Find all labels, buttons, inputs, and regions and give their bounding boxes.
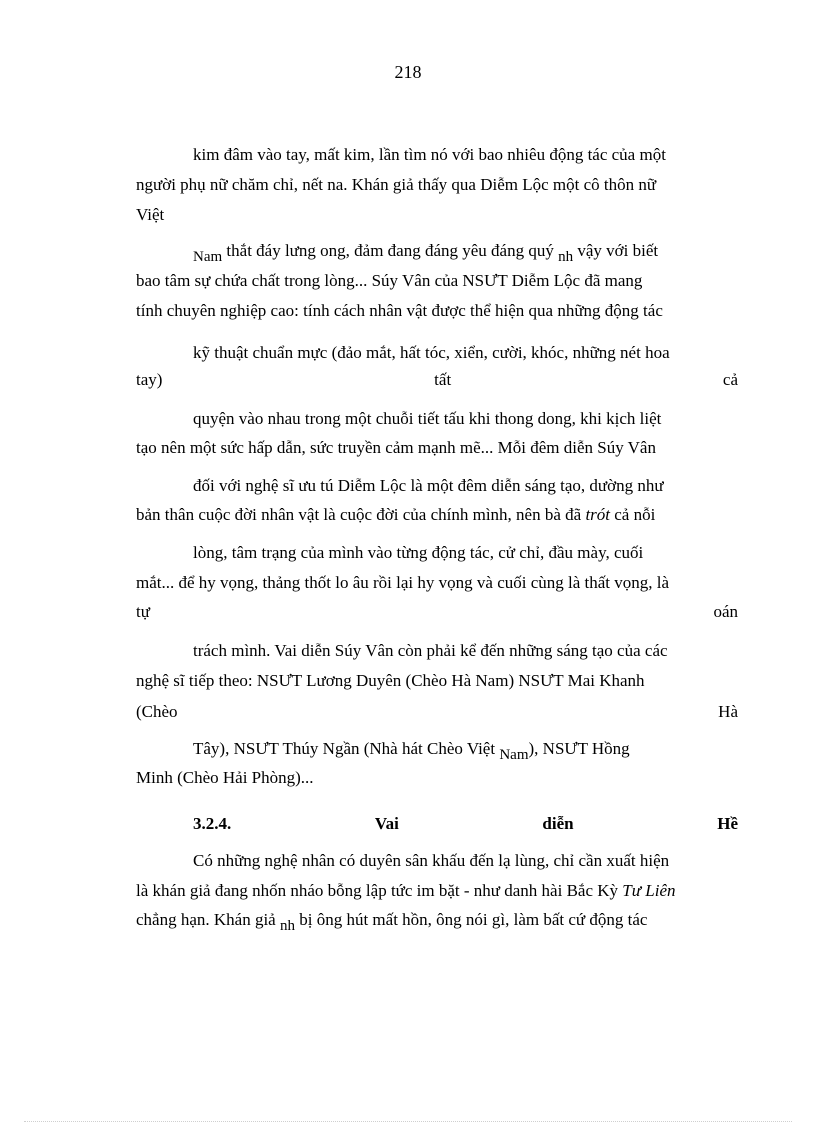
text-line [136, 909, 738, 932]
text-fragment: nh [279, 918, 295, 934]
heading-word: Vai [374, 814, 399, 833]
text-fragment: thắt đáy lưng ong, đảm đang đáng yêu đáng quý [222, 241, 559, 260]
text-line: tính chuyên nghiệp cao: tính cách nhân vật được thể hiện qua những động tác [136, 301, 663, 320]
heading-number: 3.2.4. [193, 814, 232, 833]
text-fragment: bị ông hút mất hồn, ông nói gì, làm bất cứ động tác [294, 910, 648, 929]
italic-text: Tư Liên [622, 881, 676, 900]
text-line: trách mình. Vai diễn Súy Vân còn phải kể đến những sáng tạo của các [193, 641, 668, 660]
text-fragment: bản thân cuộc đời nhân vật là cuộc đời của chính mình, nên bà đã [136, 505, 586, 524]
text-fragment: Nam [499, 747, 529, 763]
text-word: cả [722, 370, 738, 389]
text-line: lòng, tâm trạng của mình vào từng động tác, cử chỉ, đầu mày, cuối [193, 543, 644, 562]
text-line-justified [136, 701, 738, 723]
text-fragment: vậy với biết [573, 241, 659, 260]
text-word: (Chèo [136, 702, 178, 721]
heading-word: diễn [542, 814, 574, 833]
text-line: nghệ sĩ tiếp theo: NSƯT Lương Duyên (Chèo Hà Nam) NSƯT Mai Khanh [136, 671, 645, 690]
section-heading [193, 813, 738, 835]
text-line: bao tâm sự chứa chất trong lòng... Súy Vân của NSƯT Diễm Lộc đã mang [136, 271, 643, 290]
text-fragment: Nam [193, 249, 223, 265]
text-fragment: ), NSƯT Hồng [528, 739, 630, 758]
text-line: Minh (Chèo Hải Phòng)... [136, 768, 314, 787]
text-line: mắt... để hy vọng, thảng thốt lo âu rồi lại hy vọng và cuối cùng là thất vọng, là [136, 573, 670, 592]
text-line-justified [136, 601, 738, 623]
text-line: kim đâm vào tay, mất kim, lần tìm nó với bao nhiêu động tác của một [193, 145, 666, 164]
text-fragment: cả nỗi [610, 505, 656, 524]
text-fragment: là khán giả đang nhốn nháo bỗng lập tức im bặt - như danh hài Bắc Kỳ [136, 881, 623, 900]
text-line [193, 240, 738, 263]
page-bottom-border [24, 1121, 792, 1122]
text-line: Có những nghệ nhân có duyên sân khấu đến lạ lùng, chỉ cần xuất hiện [193, 851, 670, 870]
text-word: tự [136, 602, 150, 621]
text-fragment: nh [558, 249, 574, 265]
italic-text: trót [585, 505, 611, 524]
heading-word: Hề [717, 814, 738, 833]
text-line: đối với nghệ sĩ ưu tú Diễm Lộc là một đêm diễn sáng tạo, dường như [193, 476, 664, 495]
text-word: oán [713, 602, 738, 621]
text-fragment: chẳng hạn. Khán giả [136, 910, 280, 929]
text-word: tất [434, 370, 452, 389]
text-word: tay) [136, 370, 163, 389]
text-fragment: Tây), NSƯT Thúy Ngần (Nhà hát Chèo Việt [193, 739, 500, 758]
page-number: 218 [394, 62, 422, 82]
text-line: tạo nên một sức hấp dẫn, sức truyền cảm mạnh mẽ... Mỗi đêm diễn Súy Vân [136, 438, 656, 457]
text-line: quyện vào nhau trong một chuỗi tiết tấu khi thong dong, khi kịch liệt [193, 409, 662, 428]
text-line: kỹ thuật chuẩn mực (đảo mắt, hất tóc, xiển, cười, khóc, những nét hoa [193, 343, 670, 362]
text-line-justified [136, 369, 738, 391]
text-line: người phụ nữ chăm chỉ, nết na. Khán giả thấy qua Diễm Lộc một cô thôn nữ [136, 175, 657, 194]
text-word: Hà [718, 702, 738, 721]
text-line [136, 880, 738, 902]
text-line: Việt [136, 205, 165, 224]
text-line [193, 738, 738, 761]
text-line [136, 504, 738, 526]
